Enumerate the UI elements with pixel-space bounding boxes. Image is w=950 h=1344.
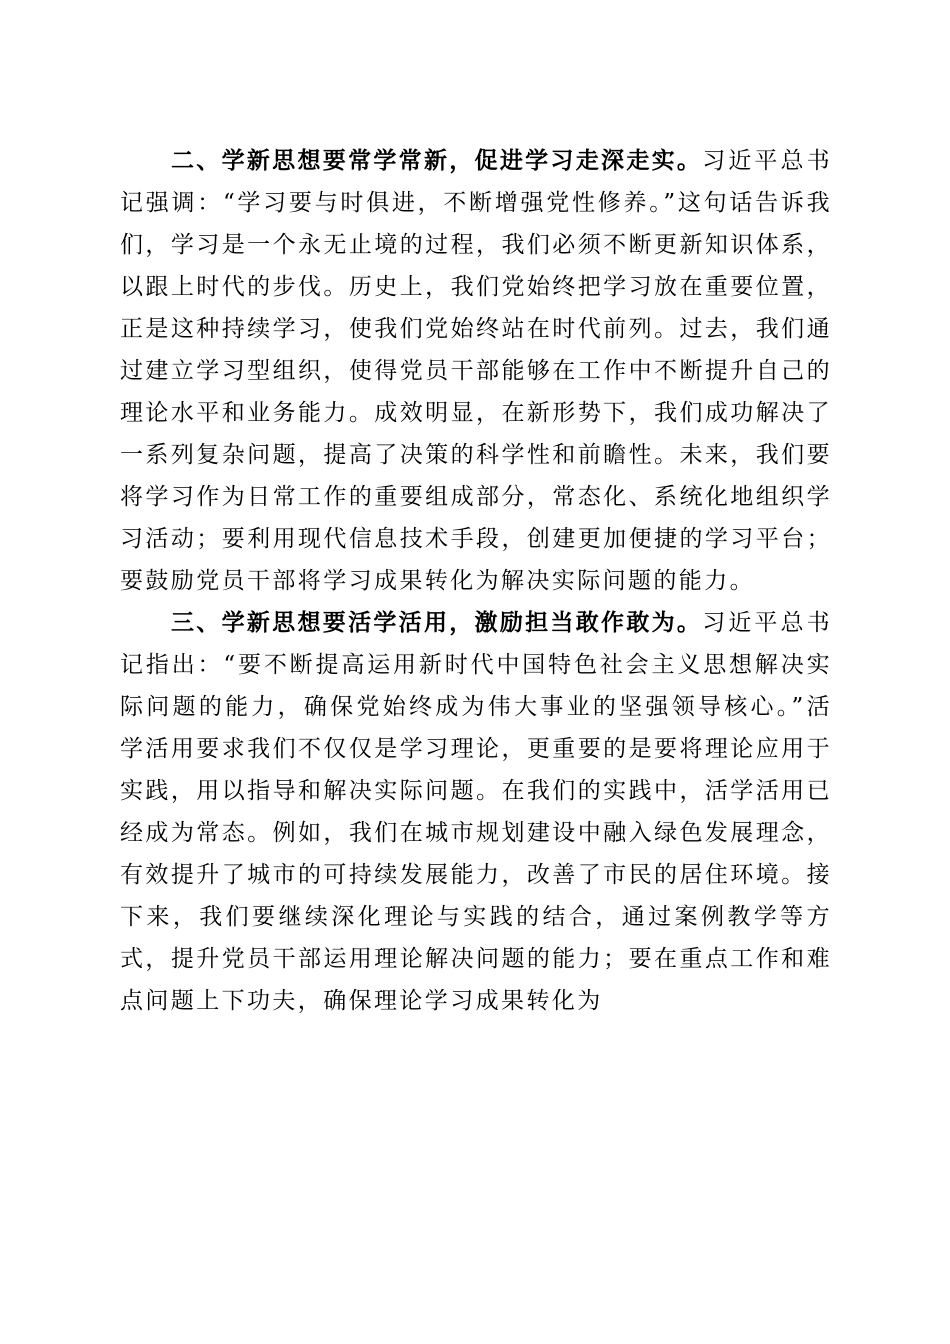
section-three-heading: 三、学新思想要活学活用，激励担当敢作敢为。 bbox=[171, 610, 703, 636]
section-two-heading: 二、学新思想要常学常新，促进学习走深走实。 bbox=[171, 148, 703, 174]
document-body bbox=[120, 140, 832, 1022]
paragraph-section-three bbox=[120, 602, 832, 1022]
paragraph-section-two bbox=[120, 140, 832, 602]
section-three-text: 习近平总书记指出：“要不断提高运用新时代中国特色社会主义思想解决实际问题的能力，确保党始终成为伟大事业的坚强领导核心。”活学活用要求我们不仅仅是学习理论，更重要的是要将理论应用于实践，用以指导和解决实际问题。在我们的实践中，活学活用已经成为常态。例如，我们在城市规划建设中融入绿色发展理念，有效提升了城市的可持续发展能力，改善了市民的居住环境。接下来，我们要继续深化理论与实践的结合，通过案例教学等方式，提升党员干部运用理论解决问题的能力；要在重点工作和难点问题上下功夫，确保理论学习成果转化为 bbox=[120, 610, 833, 1014]
section-two-text: 习近平总书记强调：“学习要与时俱进，不断增强党性修养。”这句话告诉我们，学习是一个永无止境的过程，我们必须不断更新知识体系，以跟上时代的步伐。历史上，我们党始终把学习放在重要位置，正是这种持续学习，使我们党始终站在时代前列。过去，我们通过建立学习型组织，使得党员干部能够在工作中不断提升自己的理论水平和业务能力。成效明显，在新形势下，我们成功解决了一系列复杂问题，提高了决策的科学性和前瞻性。未来，我们要将学习作为日常工作的重要组成部分，常态化、系统化地组织学习活动；要利用现代信息技术手段，创建更加便捷的学习平台；要鼓励党员干部将学习成果转化为解决实际问题的能力。 bbox=[120, 148, 833, 594]
